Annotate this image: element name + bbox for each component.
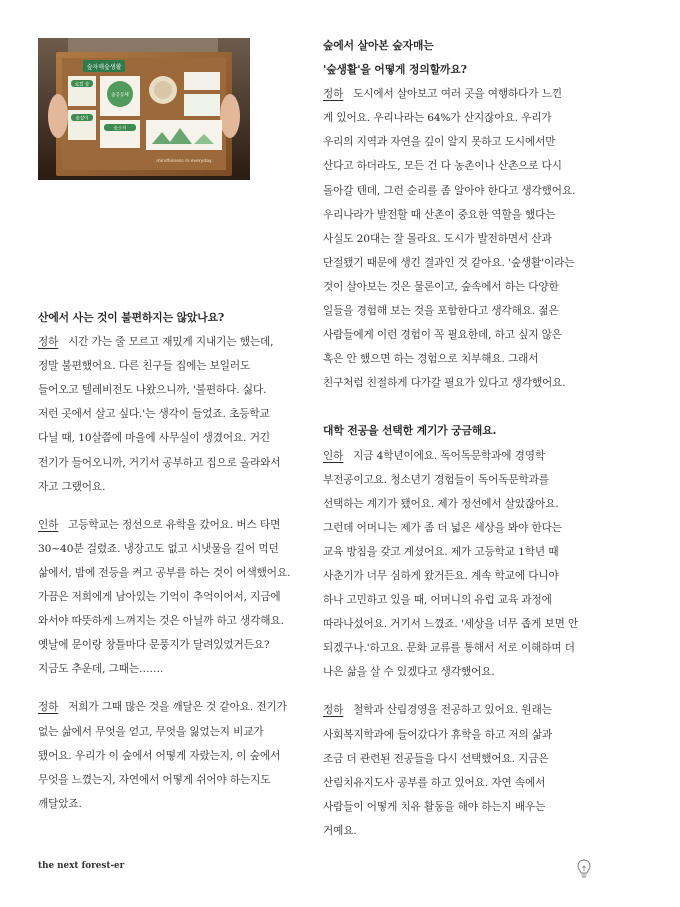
tray-illustration [38,38,250,180]
speaker-label: 정하 [323,704,344,717]
speaker-label: 정하 [38,336,59,349]
tray-card-1 [68,76,96,106]
speaker-label: 정하 [323,88,344,101]
question-heading: 산에서 사는 것이 불편하지는 않았나요? [38,311,225,324]
sign-text: 숲자매숲생활 [86,64,122,71]
question-heading: 대학 전공을 선택한 계기가 궁금해요. [323,424,497,438]
answer-paragraph: 인하 지금 4학년이에요. 독어독문학과에 경영학 부전공이고요. 청소년기 경험들이 독어독문학과를 선택하는 계기가 됐어요. 제가 정선에서 살았잖아요. 그런데 어머니는 제가 좀 더 넓은 세상을 봐야 한다는 교육 방침을 갖고 계셨어요. 제가 고등학교 1학년 때 사춘기가 너무 심하게 왔거든요. 계속 학교에 다니야 하나 고민하고 있을 때, 어머니의 유럽 교육 과정에 따라나섰어요. 거기서 느꼈죠. '세상을 너무 좁게 보면 안 되겠구나.'하고요. 문화 교류를 통해서 서로 이해하며 더 나은 삶을 살 수 있겠다고 생각했어요. [323,449,579,679]
answer-paragraph: 정하 시간 가는 줄 모르고 재밌게 지내기는 했는데, 정말 불편했어요. 다른 친구들 집에는 보일러도 들어오고 텔레비전도 나왔으니까, '불편하다. 싫다. 저런 곳에서 살고 싶다.'는 생각이 들었죠. 초등학교 다닐 때, 10살쯤에 마을에 사무실이 생겼어요. 거긴 전기가 들어오니까, 거기서 공부하고 집으로 올라와서 자고 그랬어요. [38,336,281,493]
small-card [184,72,220,90]
tray-card-4 [100,120,140,148]
speaker-label: 인하 [323,449,344,462]
tray-card-2 [68,110,96,140]
answer-paragraph: 정하 도시에서 살아보고 여러 곳을 여행하다가 느낀 게 있어요. 우리나라는 64%가 산지잖아요. 우리가 우리의 지역과 자연을 깊이 알지 못하고 도시에서만 산다고 하더라도, 모든 건 다 농촌이나 산촌으로 다시 돌아갈 텐데, 그런 순리를 좀 알아야 한다고 생각했어요. 우리나라가 발전할 때 산촌이 중요한 역할을 했다는 사실도 20대는 잘 몰라요. 도시가 발전하면서 산과 단절됐기 때문에 생긴 결과인 것 같아요. '숲생활'이라는 것이 살아보는 것은 물론이고, 숲속에서 하는 다양한 일들을 경험해 보는 것을 포함한다고 생각해요. 젊은 사람들에게 이런 경험이 꼭 필요한데, 하고 싶지 않은 혹은 안 했으면 하는 경험으로 치부해요. 그래서 친구처럼 친절하게 다가갈 필요가 있다고 생각했어요. [323,88,576,390]
svg-text:mindfulness in everyday: mindfulness in everyday [156,159,212,164]
lightbulb-icon [576,858,592,880]
answer-paragraph: 정하 철학과 산림경영을 전공하고 있어요. 원래는 사회복지학과에 들어갔다가 휴학을 하고 저의 삶과 조금 더 관련된 전공들을 다시 선택했어요. 지금은 산림치유지도사 공부를 하고 있어요. 자연 속에서 사람들이 어떻게 치유 활동을 해야 하는지 배우는 거예요. [323,704,553,837]
answer-paragraph: 정하 저희가 그때 많은 것을 깨달은 것 같아요. 전기가 없는 삶에서 무엇을 얻고, 무엇을 잃었는지 비교가 됐어요. 우리가 이 숲에서 어떻게 자랐는지, 이 숲에서 무엇을 느꼈는지, 자연에서 어떻게 쉬어야 하는지도 깨달았죠. [38,701,287,810]
footer-brand: the next forest-er [38,861,125,871]
speaker-label: 정하 [38,701,59,714]
svg-text:숲소식: 숲소식 [113,126,127,132]
question-heading: 숲에서 살아본 숲자매는 [323,39,434,52]
svg-text:숲공동체: 숲공동체 [111,93,129,98]
question-heading-line2: '숲생활'을 어떻게 정의할까요? [323,63,467,77]
tray-card-3 [100,76,140,116]
sign-card [83,60,125,72]
right-column [323,34,585,843]
svg-text:로컬 숲: 로컬 숲 [74,82,90,88]
left-column [38,306,310,816]
speaker-label: 인하 [38,518,59,531]
answer-paragraph: 인하 고등학교는 정선으로 유학을 갔어요. 버스 타면 30~40분 걸렸죠. 냉장고도 없고 시냇물을 길어 먹던 삶에서, 밤에 전등을 켜고 공부를 하는 것이 어색했어요. 가끔은 저희에게 남아있는 기억이 추억이어서, 지금에 와서야 따뜻하게 느껴지는 것은 아닐까 하고 생각해요. 옛날에 문이랑 창틀마다 문풍지가 달려있었거든요? 지금도 추운데, 그때는……. [38,518,291,676]
tray-photo [38,38,250,180]
svg-text:숲살이: 숲살이 [75,116,89,122]
